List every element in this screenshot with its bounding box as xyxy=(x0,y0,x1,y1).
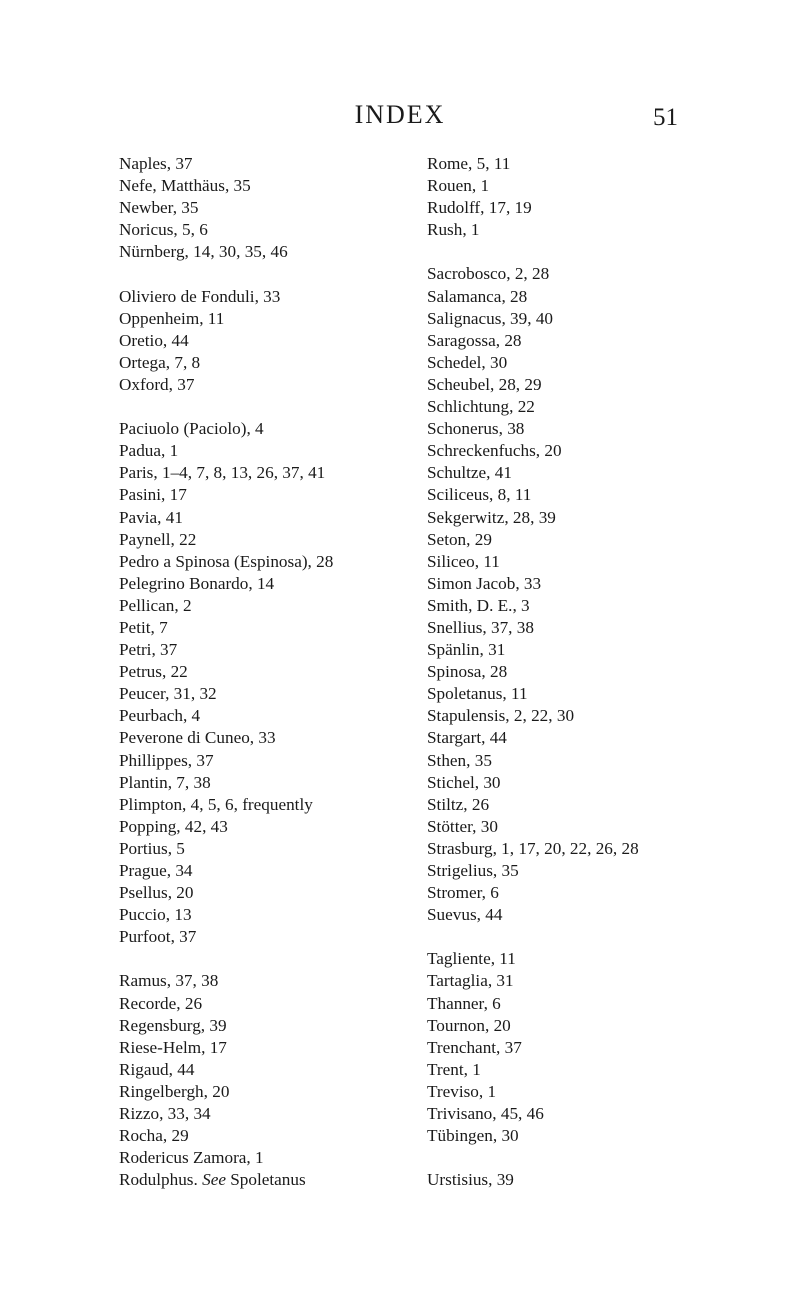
index-entry-text: Nefe, Matthäus, 35 xyxy=(119,176,251,196)
index-entry-text: Plantin, 7, 38 xyxy=(119,772,211,792)
index-entry-text: Prague, 34 xyxy=(119,861,193,880)
index-entry-text: Popping, 42, 43 xyxy=(119,816,228,836)
index-entry xyxy=(119,551,419,573)
index-entry xyxy=(119,882,419,904)
index-entry-text: Treviso, 1 xyxy=(427,1081,497,1101)
index-entry xyxy=(427,396,792,418)
index-entry xyxy=(119,683,419,705)
index-entry xyxy=(427,882,792,904)
index-entry-text: Ramus, 37, 38 xyxy=(119,971,219,991)
index-entry xyxy=(427,529,792,551)
index-entry-text: Saragossa, 28 xyxy=(427,330,522,350)
index-entry-text: Paciuolo (Paciolo), 4 xyxy=(119,419,264,439)
letter-group-divider xyxy=(427,241,792,263)
index-entry-text: Rodericus Zamora, 1 xyxy=(119,1148,264,1168)
index-entry-text: Pasini, 17 xyxy=(119,485,187,505)
index-entry-text: Strigelius, 35 xyxy=(427,861,519,880)
index-entry-text: Tartaglia, 31 xyxy=(427,971,514,991)
index-entry xyxy=(427,462,792,484)
index-entry xyxy=(119,1037,419,1059)
index-entry xyxy=(119,418,419,440)
index-entry-text: Rome, 5, 11 xyxy=(427,154,511,173)
index-entry xyxy=(427,904,792,926)
index-entry-text: Thanner, 6 xyxy=(427,993,501,1013)
index-entry xyxy=(119,595,419,617)
index-entry xyxy=(427,1125,792,1147)
index-entry-text: Schedel, 30 xyxy=(427,352,508,372)
index-entry-text: Naples, 37 xyxy=(119,154,193,173)
index-entry xyxy=(119,286,419,308)
index-entry xyxy=(119,197,419,219)
index-entry-text: Trent, 1 xyxy=(427,1059,481,1079)
index-entry xyxy=(119,904,419,926)
index-entry xyxy=(119,440,419,462)
index-entry-text: Pelegrino Bonardo, 14 xyxy=(119,573,275,593)
index-entry xyxy=(119,617,419,639)
index-entry-text: Simon Jacob, 33 xyxy=(427,573,542,593)
letter-group-divider xyxy=(119,396,419,418)
index-entry-text: Stargart, 44 xyxy=(427,728,507,748)
index-entry-text: Stötter, 30 xyxy=(427,816,498,836)
index-entry-text: Oliviero de Fonduli, 33 xyxy=(119,286,281,306)
index-entry xyxy=(427,263,792,285)
index-entry-text: Puccio, 13 xyxy=(119,905,192,925)
index-entry xyxy=(119,1169,419,1191)
index-entry-text: Stromer, 6 xyxy=(427,883,499,903)
index-entry xyxy=(427,993,792,1015)
index-entry-text: Pavia, 41 xyxy=(119,507,183,527)
index-entry-text: Trivisano, 45, 46 xyxy=(427,1104,544,1124)
index-entry xyxy=(427,175,792,197)
index-entry-text: Recorde, 26 xyxy=(119,993,203,1013)
index-entry-text: Seton, 29 xyxy=(427,529,492,549)
index-entry xyxy=(119,1125,419,1147)
index-entry xyxy=(119,462,419,484)
index-entry xyxy=(119,484,419,506)
index-entry-text: Urstisius, 39 xyxy=(427,1170,514,1190)
index-entry-text: Petrus, 22 xyxy=(119,662,188,682)
index-entry-text: Pedro a Spinosa (Espinosa), 28 xyxy=(119,551,334,571)
index-entry xyxy=(427,816,792,838)
index-entry-text: Padua, 1 xyxy=(119,441,179,461)
index-entry-text: Peurbach, 4 xyxy=(119,706,201,726)
index-entry-text: Tagliente, 11 xyxy=(427,949,516,969)
index-entry-text: Psellus, 20 xyxy=(119,883,194,903)
see-reference-label: See xyxy=(202,1170,226,1190)
index-entry-text: Rocha, 29 xyxy=(119,1126,189,1146)
index-entry-text: Spoletanus, 11 xyxy=(427,684,528,704)
index-entry xyxy=(119,1059,419,1081)
index-entry xyxy=(427,860,792,882)
index-entry xyxy=(427,661,792,683)
index-entry xyxy=(427,507,792,529)
page-title: INDEX xyxy=(354,100,446,129)
index-entry xyxy=(427,1169,792,1191)
index-entry xyxy=(119,573,419,595)
index-entry-text: Stiltz, 26 xyxy=(427,794,490,814)
index-entry-text: Paynell, 22 xyxy=(119,529,197,549)
index-entry-text: Schonerus, 38 xyxy=(427,419,525,439)
index-entry-text: Rudolff, 17, 19 xyxy=(427,198,532,218)
index-entry-text: Ortega, 7, 8 xyxy=(119,352,201,372)
index-entry-text: Spinosa, 28 xyxy=(427,662,508,682)
index-entry-text: Petri, 37 xyxy=(119,640,178,660)
index-entry-text: Salignacus, 39, 40 xyxy=(427,308,554,328)
index-entry xyxy=(119,1103,419,1125)
letter-group-divider xyxy=(119,948,419,970)
index-entry xyxy=(427,286,792,308)
index-entry-text: Peverone di Cuneo, 33 xyxy=(119,728,276,748)
index-entry xyxy=(427,617,792,639)
index-entry-text: Nürnberg, 14, 30, 35, 46 xyxy=(119,242,288,262)
index-entry xyxy=(427,352,792,374)
index-entry xyxy=(119,860,419,882)
index-entry xyxy=(427,308,792,330)
index-entry xyxy=(119,661,419,683)
index-entry-text: Schultze, 41 xyxy=(427,463,512,483)
index-entry-text: Suevus, 44 xyxy=(427,905,503,925)
index-entry-text: Rodulphus. xyxy=(119,1170,198,1190)
index-entry xyxy=(427,153,792,175)
index-entry xyxy=(427,1037,792,1059)
index-entry xyxy=(119,153,419,175)
index-entry xyxy=(119,727,419,749)
index-entry-text: Spänlin, 31 xyxy=(427,640,506,660)
index-entry-text: Regensburg, 39 xyxy=(119,1015,227,1035)
index-entry xyxy=(427,330,792,352)
index-entry xyxy=(427,1081,792,1103)
index-entry-text: Peucer, 31, 32 xyxy=(119,684,217,704)
index-entry xyxy=(427,219,792,241)
index-entry xyxy=(119,374,419,396)
letter-group-divider xyxy=(119,263,419,285)
index-entry xyxy=(119,308,419,330)
index-entry xyxy=(427,573,792,595)
index-entry xyxy=(427,683,792,705)
index-entry-text: Tübingen, 30 xyxy=(427,1126,519,1146)
index-entry xyxy=(119,219,419,241)
letter-group-divider xyxy=(427,926,792,948)
index-entry xyxy=(427,705,792,727)
index-column-right xyxy=(427,153,792,1191)
index-entry-text: Purfoot, 37 xyxy=(119,927,197,947)
index-entry xyxy=(427,595,792,617)
index-entry xyxy=(119,1081,419,1103)
index-entry xyxy=(427,794,792,816)
index-entry xyxy=(119,705,419,727)
index-entry xyxy=(427,772,792,794)
index-entry-text: Oxford, 37 xyxy=(119,374,195,394)
index-entry xyxy=(119,816,419,838)
index-entry-text: Tournon, 20 xyxy=(427,1015,511,1035)
index-entry xyxy=(119,330,419,352)
index-column-left xyxy=(119,153,419,1191)
index-entry xyxy=(119,838,419,860)
index-entry xyxy=(119,993,419,1015)
index-entry-text: Stapulensis, 2, 22, 30 xyxy=(427,706,575,726)
index-entry-text: Salamanca, 28 xyxy=(427,286,528,306)
page-number: 51 xyxy=(653,104,678,131)
index-entry xyxy=(427,197,792,219)
index-entry-text: Oretio, 44 xyxy=(119,330,189,350)
index-entry xyxy=(119,352,419,374)
index-entry-text: Snellius, 37, 38 xyxy=(427,617,534,637)
index-entry-text: Schreckenfuchs, 20 xyxy=(427,441,562,461)
index-entry xyxy=(427,1103,792,1125)
index-entry xyxy=(427,418,792,440)
index-entry xyxy=(119,175,419,197)
index-entry-text: Plimpton, 4, 5, 6, frequently xyxy=(119,794,313,814)
index-entry-text: Trenchant, 37 xyxy=(427,1037,522,1057)
index-entry-text: Pellican, 2 xyxy=(119,595,192,615)
index-entry xyxy=(427,1015,792,1037)
index-entry xyxy=(119,794,419,816)
index-entry-text: Rizzo, 33, 34 xyxy=(119,1104,211,1124)
index-entry-text: Sekgerwitz, 28, 39 xyxy=(427,507,556,527)
index-entry-text: Siliceo, 11 xyxy=(427,551,500,571)
index-entry-text: Rouen, 1 xyxy=(427,176,490,196)
index-entry xyxy=(119,1147,419,1169)
index-entry xyxy=(119,1015,419,1037)
index-entry-text: Strasburg, 1, 17, 20, 22, 26, 28 xyxy=(427,838,639,858)
index-entry xyxy=(119,926,419,948)
index-entry xyxy=(427,970,792,992)
index-entry xyxy=(427,727,792,749)
index-entry-text: Phillippes, 37 xyxy=(119,750,214,770)
letter-group-divider xyxy=(427,1147,792,1169)
index-entry-text: Oppenheim, 11 xyxy=(119,308,225,328)
index-entry-text: Noricus, 5, 6 xyxy=(119,220,208,240)
index-entry-text: Paris, 1–4, 7, 8, 13, 26, 37, 41 xyxy=(119,463,326,483)
index-entry xyxy=(427,484,792,506)
index-entry-text: Petit, 7 xyxy=(119,617,168,637)
index-entry xyxy=(427,948,792,970)
see-reference-target: Spoletanus xyxy=(230,1170,306,1190)
index-entry xyxy=(119,772,419,794)
index-entry xyxy=(427,1059,792,1081)
index-entry xyxy=(119,507,419,529)
index-entry xyxy=(427,639,792,661)
index-entry xyxy=(427,551,792,573)
index-entry-text: Schlichtung, 22 xyxy=(427,397,535,417)
index-entry-text: Ringelbergh, 20 xyxy=(119,1081,230,1101)
index-entry-text: Scheubel, 28, 29 xyxy=(427,374,542,394)
index-entry-text: Stichel, 30 xyxy=(427,772,501,792)
index-entry-text: Smith, D. E., 3 xyxy=(427,595,530,615)
index-entry-text: Sacrobosco, 2, 28 xyxy=(427,264,550,284)
index-entry-text: Sciliceus, 8, 11 xyxy=(427,485,532,505)
index-entry xyxy=(119,639,419,661)
index-entry xyxy=(119,970,419,992)
index-entry xyxy=(427,838,792,860)
index-entry-text: Sthen, 35 xyxy=(427,750,492,770)
index-entry-text: Rush, 1 xyxy=(427,220,480,240)
index-entry-text: Newber, 35 xyxy=(119,198,199,218)
index-entry xyxy=(119,241,419,263)
index-entry-text: Rigaud, 44 xyxy=(119,1059,195,1079)
index-entry xyxy=(427,440,792,462)
index-entry xyxy=(119,750,419,772)
index-entry-text: Riese-Helm, 17 xyxy=(119,1037,227,1057)
index-entry-text: Portius, 5 xyxy=(119,838,185,858)
index-entry xyxy=(427,374,792,396)
index-entry xyxy=(119,529,419,551)
index-entry xyxy=(427,750,792,772)
